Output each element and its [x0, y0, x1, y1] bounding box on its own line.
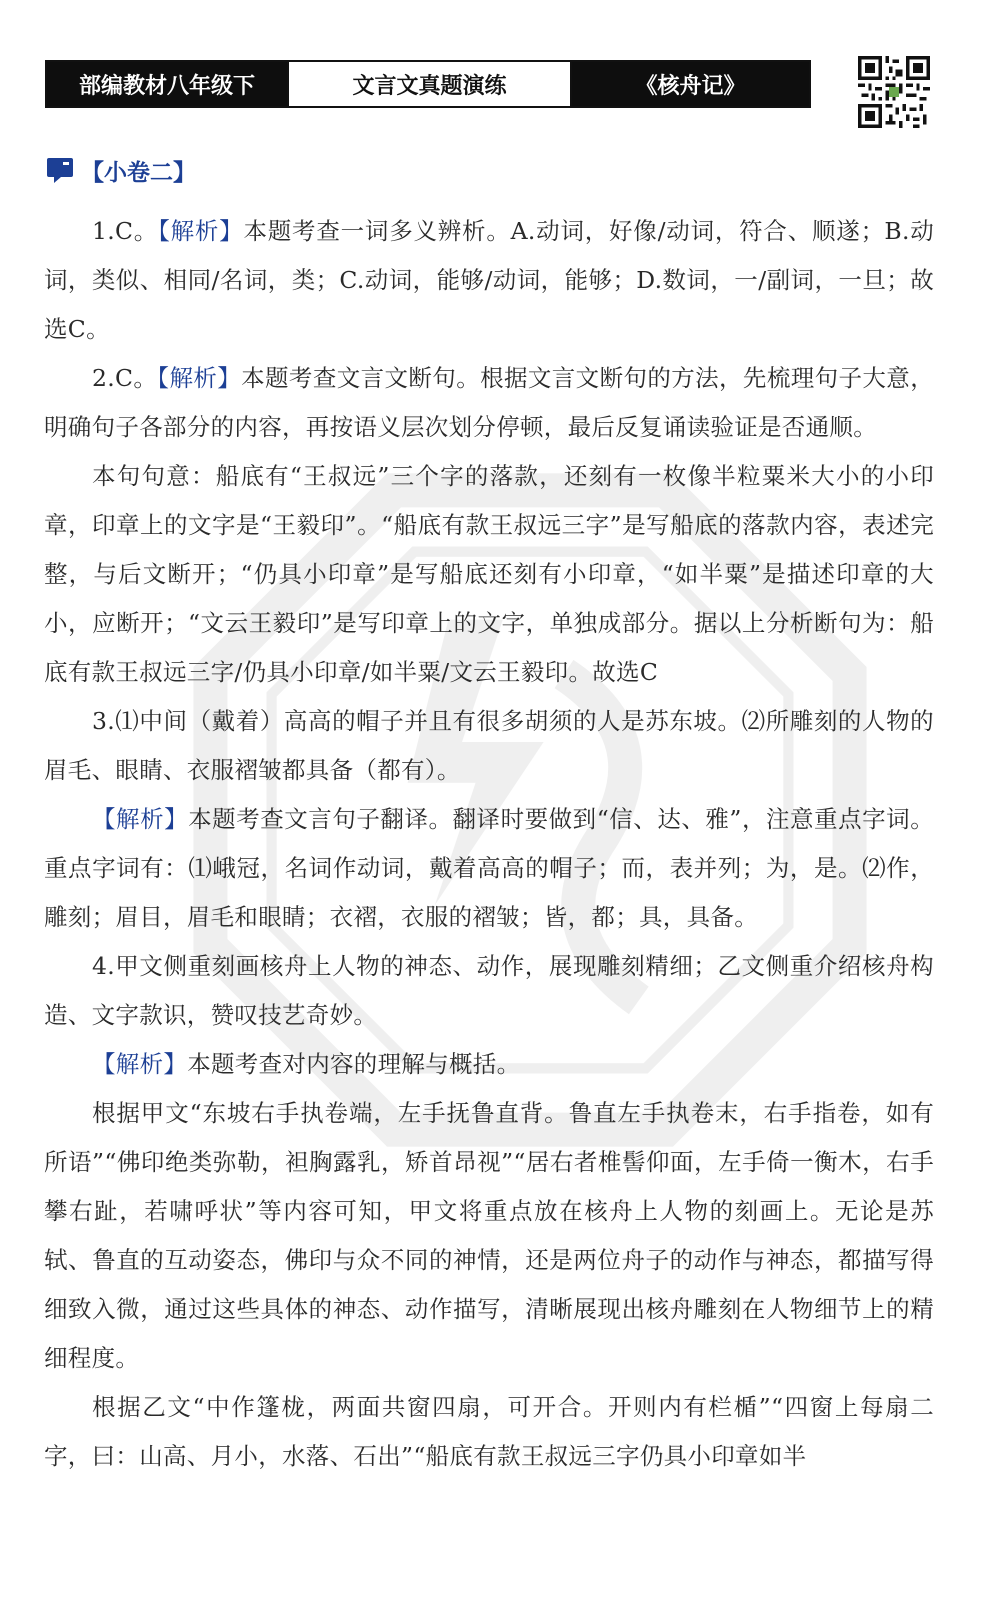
analysis-tag: 【解析】 — [92, 1050, 188, 1078]
analysis-tag: 【解析】 — [157, 364, 242, 392]
section-heading — [45, 150, 196, 190]
answer-content — [44, 207, 934, 1481]
qr-code-icon — [858, 56, 930, 128]
answer-3-analysis — [44, 795, 934, 942]
answer-4-analysis — [44, 1040, 934, 1089]
analysis-tag: 【解析】 — [92, 805, 189, 833]
answer-2-text: 本题考查文言文断句。根据文言文断句的方法，先梳理句子大意，明确句子各部分的内容，再按语义层次划分停顿，最后反复诵读验证是否通顺。 — [44, 364, 935, 441]
section-title: 【小卷二】 — [81, 159, 196, 186]
answer-4-analysis-text: 本题考查对内容的理解与概括。 — [187, 1050, 521, 1078]
answer-1-text: 本题考查一词多义辨析。A.动词，好像/动词，符合、顺遂；B.动词，类似、相同/名词，类；C.动词，能够/动词，能够；D.数词，一/副词，一旦；故选C。 — [44, 217, 934, 343]
header-subject: 文言文真题演练 — [287, 62, 572, 106]
speech-bubble-icon — [45, 155, 75, 185]
answer-3-analysis-text: 本题考查文言句子翻译。翻译时要做到“信、达、雅”，注意重点字词。重点字词有：⑴峨冠，名词作动词，戴着高高的帽子；而，表并列；为，是。⑵作，雕刻；眉目，眉毛和眼睛；衣褶，衣服的褶皱；皆，都；具，具备。 — [44, 805, 934, 931]
answer-4-text-a: 根据甲文“东坡右手执卷端，左手抚鲁直背。鲁直左手执卷末，右手指卷，如有所语”“佛印绝类弥勒，袒胸露乳，矫首昂视”“居右者椎髻仰面，左手倚一衡木，右手攀右趾，若啸呼状”等内容可知，甲文将重点放在核舟上人物的刻画上。无论是苏轼、鲁直的互动姿态，佛印与众不同的神情，还是两位舟子的动作与神态，都描写得细致入微，通过这些具体的神态、动作描写，清晰展现出核舟雕刻在人物细节上的精细程度。 — [44, 1099, 934, 1372]
answer-4: 4.甲文侧重刻画核舟上人物的神态、动作，展现雕刻精细；乙文侧重介绍核舟构造、文字款识，赞叹技艺奇妙。 — [44, 952, 934, 1029]
answer-2-lead: 2.C。 — [92, 364, 158, 392]
answer-2 — [44, 354, 934, 452]
header-grade: 部编教材八年级下 — [47, 62, 287, 106]
answer-2-explanation: 本句句意：船底有“王叔远”三个字的落款，还刻有一枚像半粒粟米大小的小印章，印章上的文字是“王毅印”。“船底有款王叔远三字”是写船底的落款内容，表述完整，与后文断开；“仍具小印章”是写船底还刻有小印章，“如半粟”是描述印章的大小，应断开；“文云王毅印”是写印章上的文字，单独成部分。据以上分析断句为：船底有款王叔远三字/仍具小印章/如半粟/文云王毅印。故选C — [44, 462, 934, 686]
header-bar — [45, 60, 811, 108]
header-lesson: 《核舟记》 — [572, 62, 809, 106]
answer-1-lead: 1.C。 — [92, 217, 159, 245]
analysis-tag: 【解析】 — [158, 217, 244, 245]
answer-4-text-b: 根据乙文“中作篷栊，两面共窗四扇，可开合。开则内有栏楯”“四窗上每扇二字，曰：山高、月小，水落、石出”“船底有款王叔远三字仍具小印章如半 — [44, 1393, 934, 1470]
answer-3: 3.⑴中间（戴着）高高的帽子并且有很多胡须的人是苏东坡。⑵所雕刻的人物的眉毛、眼睛、衣服褶皱都具备（都有）。 — [44, 707, 934, 784]
answer-1 — [44, 207, 934, 354]
